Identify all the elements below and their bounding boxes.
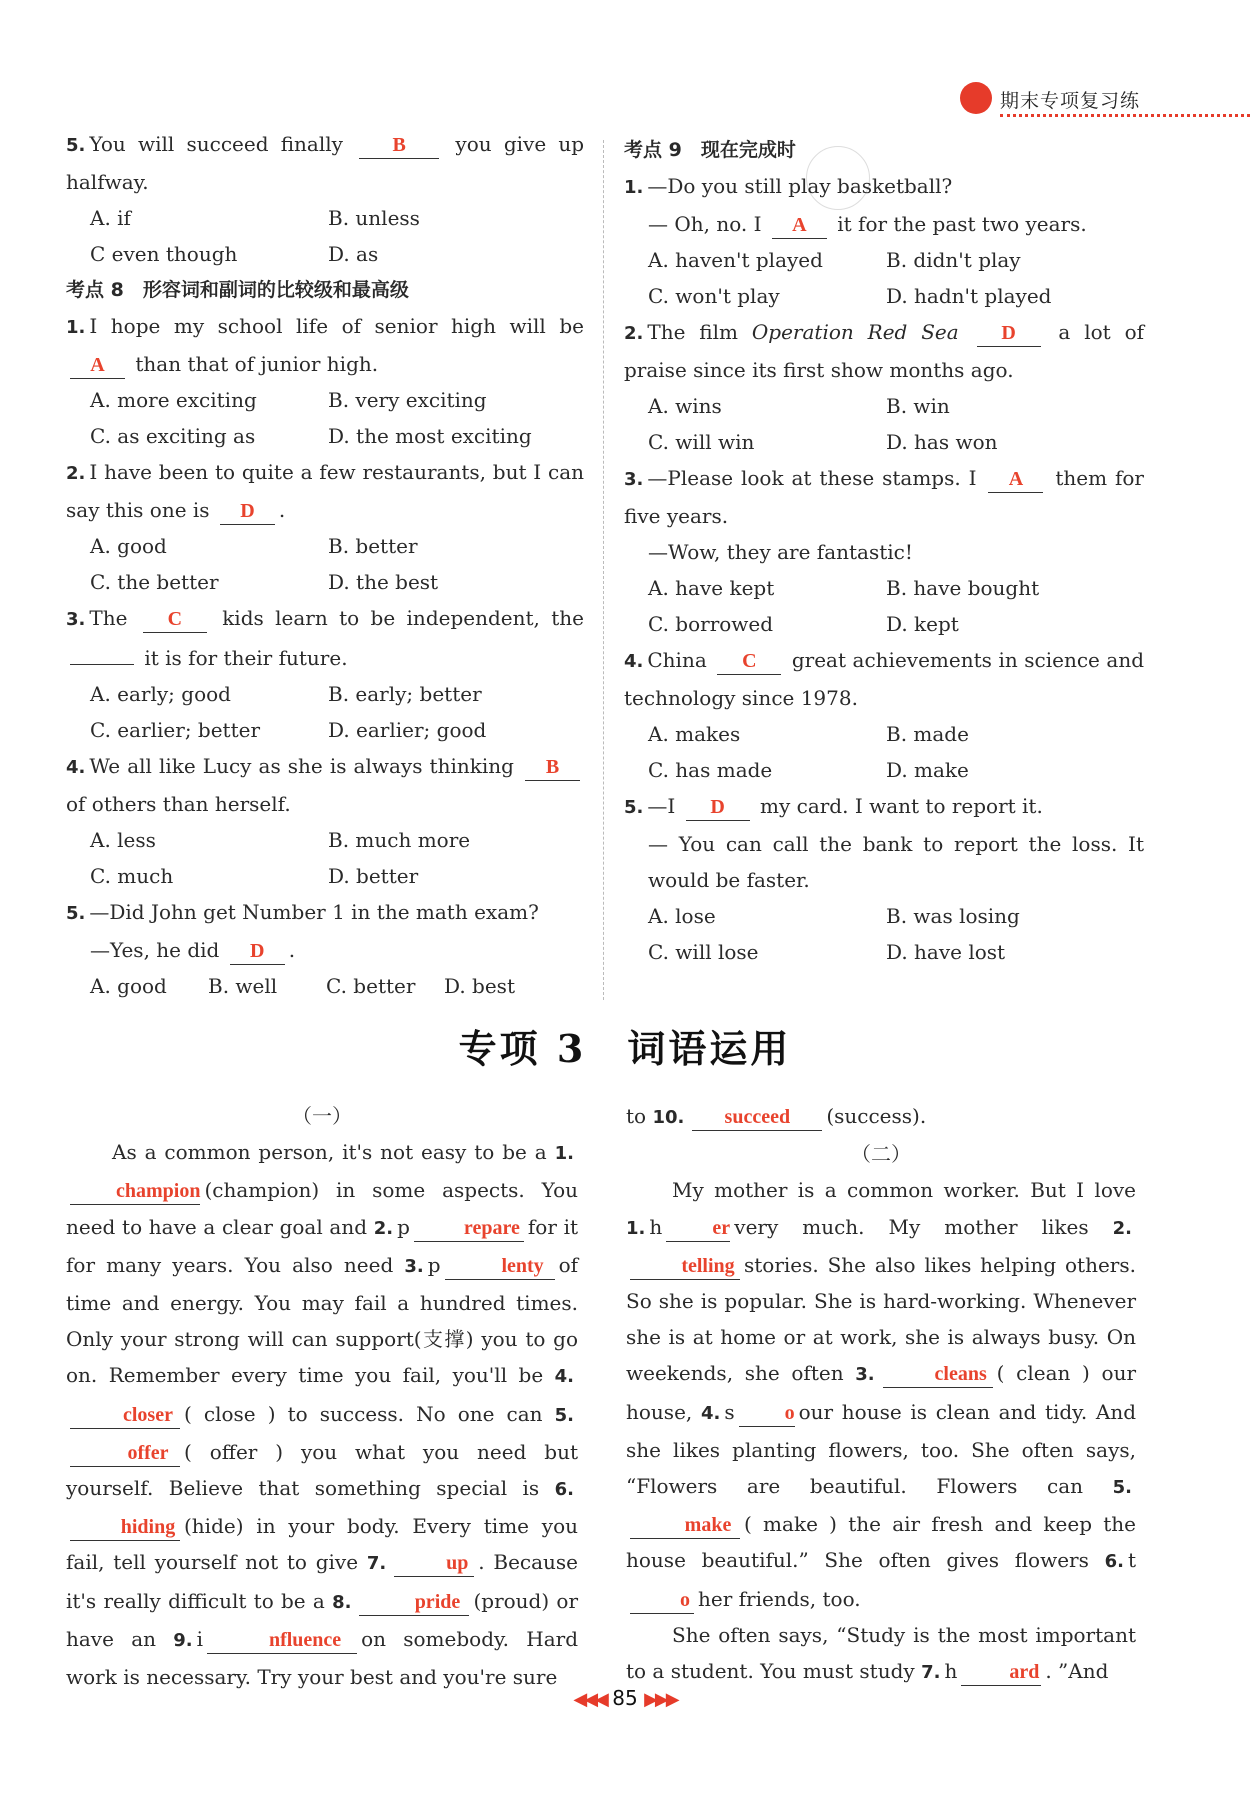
option[interactable]: A. wins [648,394,722,418]
question-l5 [66,126,584,272]
question-stem: You will succeed finally [89,132,343,156]
answer-blank[interactable]: telling [630,1253,740,1280]
passage-text: (success). [826,1104,927,1128]
next-arrows-icon: ▶▶▶ [644,1689,677,1710]
question-number: 2. [624,323,644,344]
passage-text: She often says, “Study is the most important to a student. You must study [626,1622,1136,1684]
option[interactable]: C. will win [648,430,755,454]
passage-text: (hide) in your body. Every time you fail, tell yourself not to give [66,1514,578,1575]
option[interactable]: B. much more [328,828,471,852]
header-title: 期末专项复习练 [1000,90,1141,112]
question-stem: — Oh, no. I [648,212,762,236]
answer-blank[interactable]: B [525,754,580,781]
passage-text: very much. My mother likes [734,1214,1089,1239]
passage-text: As a common person, it's not easy to be a [112,1140,547,1165]
answer-blank[interactable]: pride [359,1589,469,1616]
option[interactable]: C. earlier; better [90,718,261,742]
passage-text: ( make ) the air fresh and keep the house beautiful.” She often gives flowers [626,1512,1136,1573]
question-k9-5 [624,788,1144,970]
passage-text: ( offer ) you what you need but yourself. Believe that something special is [66,1439,578,1501]
option[interactable]: B. have bought [886,576,1040,600]
question-number: 4. [66,757,86,778]
blank-number: 2. [1112,1217,1132,1239]
option[interactable]: D. as [328,242,379,266]
options [624,424,1144,460]
passage-text: on somebody. Hard work is necessary. Try your best and you're sure [66,1626,578,1690]
blank-prefix: s [724,1399,735,1424]
answer-blank[interactable]: B [359,132,439,159]
option[interactable]: A. makes [648,722,741,746]
blank-number: 3. [855,1364,875,1386]
question-stem: China [647,648,707,672]
option[interactable]: A. more exciting [90,388,257,412]
blank-number: 8. [332,1591,352,1613]
blank-number: 9. [173,1629,193,1651]
option[interactable]: A. have kept [648,576,775,600]
question-stem: of others than herself. [66,792,291,816]
answer-blank[interactable]: C [143,606,207,633]
passage-text: ( close ) to success. No one can [184,1401,543,1426]
answer-blank[interactable]: A [772,212,827,239]
option[interactable]: D. has won [886,430,998,454]
option[interactable]: D. the best [328,570,439,594]
question-number: 5. [624,797,644,818]
options [624,752,1144,788]
answer-blank[interactable]: o [739,1400,795,1427]
question-stem: —Please look at these stamps. I [647,466,977,490]
passage-text: . ”And [1045,1659,1109,1684]
question-stem: —Yes, he did [90,938,220,962]
options [66,418,584,454]
answer-blank[interactable]: D [230,938,285,965]
passage-text: (champion) in some aspects. You need to have a clear goal and [66,1178,578,1239]
options [66,822,584,858]
option[interactable]: C. has made [648,758,773,782]
passage-label: （一） [292,1104,352,1128]
question-number: 4. [624,651,644,672]
passage-text: . Because it's really difficult to be a [66,1550,579,1613]
question-stem: I hope my school life of senior high will be [89,314,584,338]
answer-blank[interactable]: D [686,794,750,821]
option[interactable]: A. good [90,974,167,998]
options [624,570,1144,606]
question-stem: great achievements in science and technology since 1978. [624,648,1145,710]
question-stem: —I [647,794,676,818]
question-stem: We all like Lucy as she is always thinking [89,754,514,778]
options [66,528,584,564]
blank-prefix: t [1127,1548,1137,1573]
answer-blank[interactable]: ard [961,1659,1041,1686]
options [66,564,584,600]
passage-text: (proud) or have an [66,1588,579,1651]
question-number: 3. [624,469,644,490]
options [624,242,1144,278]
blank-number: 1. [554,1143,574,1165]
answer-blank[interactable]: er [666,1215,730,1242]
option[interactable]: C. better [326,974,416,998]
options [66,200,584,236]
option[interactable]: B. early; better [328,682,482,706]
question-stem: a lot of praise since its first show months ago. [624,320,1145,382]
option[interactable]: A. haven't played [648,248,823,272]
question-stem: I have been to quite a few restaurants, but I can say this one is [66,460,584,522]
answer-blank-empty[interactable] [70,638,134,665]
passage-text: My mother is a common worker. But I love [672,1178,1136,1203]
option[interactable]: D. the most exciting [328,424,532,448]
film-title: Operation Red Sea [751,320,959,344]
question-k8-3 [66,600,584,748]
passage-text: our house is clean and tidy. And she likes planting flowers, too. She often says, “Flowers are beautiful. Flowers can [626,1399,1137,1499]
options [624,606,1144,642]
question-number: 1. [624,177,644,198]
option[interactable]: C even though [90,242,238,266]
question-number: 5. [66,135,86,156]
option[interactable]: B. win [886,394,950,418]
option[interactable]: B. unless [328,206,420,230]
answer-blank[interactable]: D [977,320,1041,347]
question-stem: it for the past two years. [837,212,1087,236]
blank-number: 3. [404,1255,424,1277]
options [66,712,584,748]
right-column [624,132,1144,970]
blank-number: 2. [373,1217,394,1239]
options [66,236,584,272]
section-title: 专项 3 词语运用 [458,1026,792,1071]
question-stem: it is for their future. [144,646,348,670]
question-stem: — You can call the bank to report the loss. It would be faster. [648,832,1144,892]
answer-blank[interactable]: champion [70,1178,200,1205]
question-stem: The [89,606,128,630]
answer-blank[interactable]: A [988,466,1043,493]
option[interactable]: D. make [886,758,969,782]
option[interactable]: C. the better [90,570,219,594]
options [624,278,1144,314]
blank-prefix: h [649,1214,663,1239]
answer-blank[interactable]: succeed [692,1104,822,1131]
question-stem: —Did John get Number 1 in the math exam? [89,900,539,924]
blank-number: 6. [1104,1551,1124,1573]
passage-two [626,1098,1136,1691]
answer-blank[interactable]: up [394,1550,474,1577]
options [624,388,1144,424]
question-number: 5. [66,903,86,924]
options [66,676,584,712]
left-column [66,126,584,1004]
question-stem: kids learn to be independent, the [222,606,585,630]
option[interactable]: D. better [328,864,419,888]
question-number: 2. [66,463,86,484]
section-heading-8: 考点 8 形容词和副词的比较级和最高级 [66,279,409,301]
answer-blank[interactable]: lenty [445,1253,555,1280]
answer-blank[interactable]: make [630,1512,740,1539]
option[interactable]: D. kept [886,612,959,636]
option[interactable]: A. if [90,206,131,230]
question-k9-3 [624,460,1144,642]
passage-text: stories. She also likes helping others. So she is popular. She is hard-working. Whenever she is at home or at work, she is always busy. On weekends, she often [626,1252,1136,1386]
question-stem: . [278,498,286,522]
prev-arrows-icon: ◀◀◀ [573,1689,606,1710]
option[interactable]: C. borrowed [648,612,774,636]
option[interactable]: C. as exciting as [90,424,256,448]
question-stem: than that of junior high. [135,352,379,376]
page-footer [0,1686,1250,1710]
options [624,716,1144,752]
header-dotted-rule [1000,114,1250,117]
question-k8-2 [66,454,584,600]
passage-text: of time and energy. You may fail a hundred times. Only your strong will can support(支撑) you to go on. Remember every time you fail, you'll be [66,1252,579,1388]
question-stem: my card. I want to report it. [760,794,1043,818]
question-number: 1. [66,317,86,338]
question-stem: —Wow, they are fantastic! [648,540,913,564]
option[interactable]: C. won't play [648,284,780,308]
passage-text: for it for many years. You also need [66,1214,578,1277]
answer-blank[interactable]: C [717,648,781,675]
question-k9-1 [624,168,1144,314]
options [66,858,584,894]
question-stem: you give up halfway. [66,132,585,194]
blank-prefix: p [427,1252,441,1277]
question-k9-2 [624,314,1144,460]
section-heading-9: 考点 9 现在完成时 [624,139,796,161]
option[interactable]: D. have lost [886,940,1006,964]
blank-number: 5. [554,1404,574,1426]
option[interactable]: A. early; good [90,682,231,706]
question-k8-5 [66,894,584,1004]
page-header [960,82,1250,118]
answer-blank[interactable]: repare [414,1215,524,1242]
options [66,382,584,418]
option[interactable]: B. was losing [886,904,1020,928]
question-k8-1 [66,308,584,454]
question-stem: . [288,938,296,962]
option[interactable]: D. hadn't played [886,284,1052,308]
answer-blank[interactable]: A [70,352,125,379]
option[interactable]: C. will lose [648,940,759,964]
page-number: 85 [612,1686,638,1710]
blank-number: 7. [921,1662,941,1684]
blank-prefix: h [944,1659,958,1684]
answer-blank[interactable]: closer [70,1402,180,1429]
blank-number: 4. [554,1366,574,1388]
question-number: 3. [66,609,86,630]
option[interactable]: B. better [328,534,418,558]
blank-prefix: i [196,1626,204,1651]
options [624,898,1144,934]
blank-number: 1. [626,1217,646,1239]
question-k9-4 [624,642,1144,788]
question-k8-4 [66,748,584,894]
answer-blank[interactable]: nfluence [207,1627,357,1654]
blank-number: 5. [1112,1477,1132,1499]
options [624,934,1144,970]
blank-prefix: p [397,1214,410,1239]
passage-one [66,1098,578,1695]
passage-text: ( clean ) our house, [626,1361,1137,1424]
option[interactable]: B. didn't play [886,248,1021,272]
answer-blank[interactable]: offer [70,1440,180,1467]
options [66,968,584,1004]
option[interactable]: D. best [444,974,515,998]
option[interactable]: B. very exciting [328,388,487,412]
column-divider [603,140,604,1000]
option[interactable]: A. good [90,534,167,558]
header-dot-icon [960,82,992,114]
passage-text: her friends, too. [698,1586,861,1611]
option[interactable]: A. less [90,828,156,852]
option[interactable]: A. lose [648,904,716,928]
question-stem: them for five years. [624,466,1144,528]
blank-number: 4. [700,1402,721,1424]
answer-blank[interactable]: cleans [883,1361,993,1388]
blank-number: 7. [366,1553,387,1575]
option[interactable]: B. made [886,722,969,746]
option[interactable]: D. earlier; good [328,718,487,742]
option[interactable]: B. well [208,974,278,998]
option[interactable]: C. much [90,864,174,888]
blank-number: 10. [652,1107,685,1128]
blank-number: 6. [554,1479,575,1501]
passage-label: （二） [851,1142,911,1167]
answer-blank[interactable]: D [220,498,275,525]
passage-text: to [626,1104,647,1128]
answer-blank[interactable]: o [630,1587,694,1614]
question-stem: The film [647,320,739,344]
answer-blank[interactable]: hiding [70,1514,180,1541]
question-stem: —Do you still play basketball? [647,174,953,198]
